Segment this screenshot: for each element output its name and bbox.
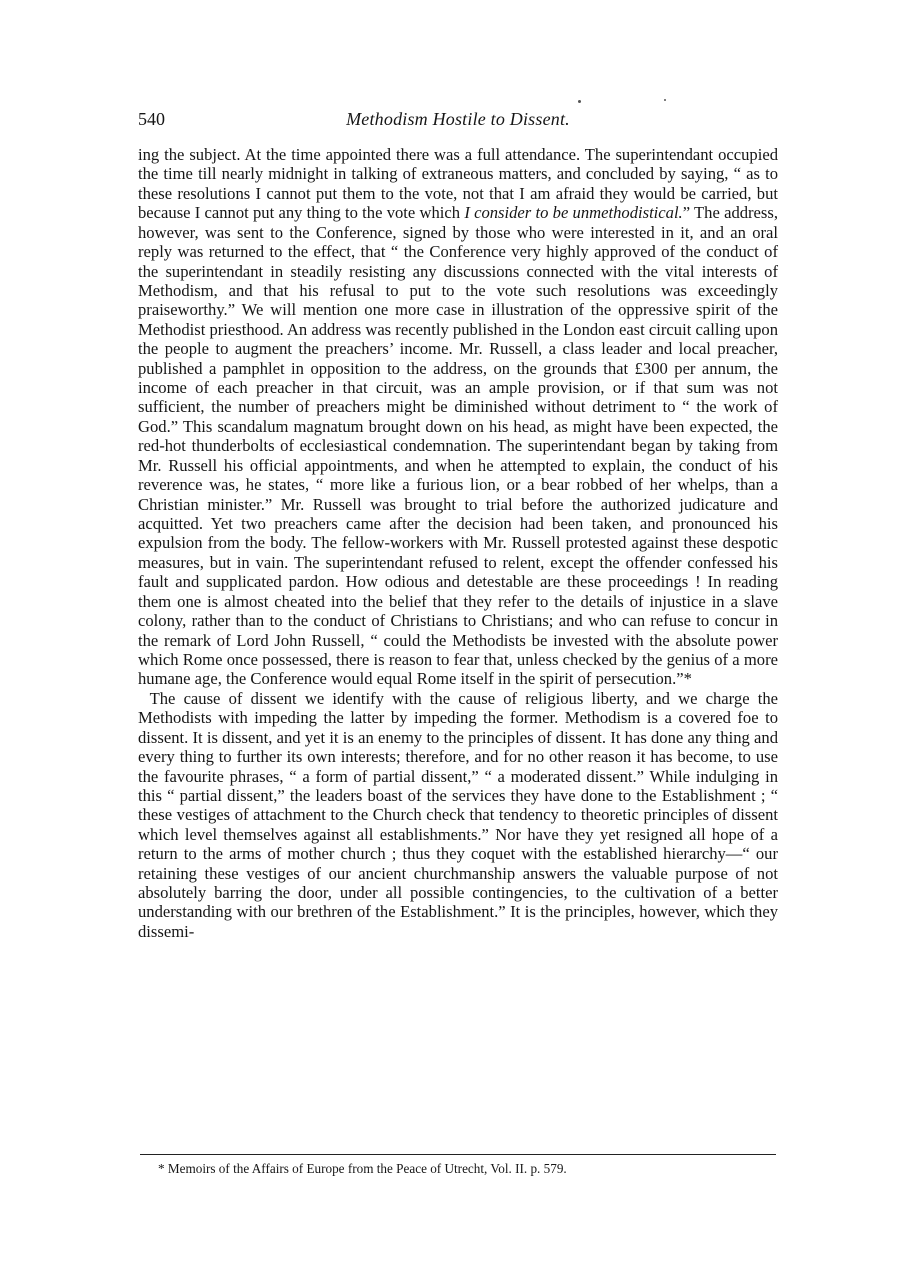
print-speck bbox=[664, 99, 666, 101]
body-text bbox=[138, 145, 778, 941]
footnote: * Memoirs of the Affairs of Europe from the Peace of Utrecht, Vol. II. p. 579. bbox=[158, 1161, 567, 1176]
paragraph: The cause of dissent we identify with the cause of religious liberty, and we charge the Methodists with impeding the latter by impeding the former. Methodism is a covered foe to dissent. It is dissent, and yet it is an enemy to the principles of dissent. It has done any thing and every thing to further its own interests; therefore, and for no other reason it has become, to use the favourite phrases, “ a form of partial dissent,” “ a moderated dissent.” While indulging in this “ partial dissent,” the leaders boast of the services they have done to the Establishment ; “ these vestiges of attachment to the Church check that tendency to theoretic principles of dissent which level themselves against all establishments.” Nor have they yet resigned all hope of a return to the arms of mother church ; thus they coquet with the established hierarchy—“ our retaining these vestiges of our ancient churchmanship answers the valuable purpose of not absolutely barring the door, under all possible contingencies, to the cultivation of a better understanding with our brethren of the Establishment.” It is the principles, however, which they dissemi- bbox=[138, 688, 778, 941]
footnote-rule bbox=[140, 1154, 776, 1155]
paragraph-text: ” The address, however, was sent to the Conference, signed by those who were interested in it, and an oral reply was returned to the effect, that “ the Conference very highly approved of the conduct of the superintendant in steadily resisting any discussions connected with the vital interests of Methodism, and that his refusal to put to the vote such resolutions was exceedingly praiseworthy.” We will mention one more case in illustration of the oppressive spirit of the Methodist priesthood. An address was recently published in the London east circuit calling upon the people to augment the preachers’ income. Mr. Russell, a class leader and local preacher, published a pamphlet in opposition to the address, on the grounds that £300 per annum, the income of each preacher in that circuit, was an ample provision, or if that sum was not sufficient, the number of preachers might be diminished without detriment to “ the work of God.” This scandalum magnatum brought down on his head, as might have been expected, the red-hot thunderbolts of ecclesiastical condemnation. The superintendant began by taking from Mr. Russell his official appointments, and when he attempted to explain, the conduct of his reverence was, he states, “ more like a furious lion, or a bear robbed of her whelps, than a Christian minister.” Mr. Russell was brought to trial before the authorized judicature and acquitted. Yet two preachers came after the decision had been taken, and pronounced his expulsion from the body. The fellow-workers with Mr. Russell protested against these despotic measures, but in vain. The superintendant refused to relent, except the offender confessed his fault and supplicated pardon. How odious and detestable are these proceedings ! In reading them one is almost cheated into the belief that they refer to the details of injustice in a slave colony, rather than to the conduct of Christians to Christians; and who can refuse to concur in the remark of Lord John Russell, “ could the Methodists be invested with the absolute power which Rome once possessed, there is reason to fear that, unless checked by the genius of a more humane age, the Conference would equal Rome itself in the spirit of persecution.”* bbox=[138, 203, 778, 689]
running-title: Methodism Hostile to Dissent. bbox=[346, 109, 570, 129]
paragraph bbox=[138, 145, 778, 689]
page-number: 540 bbox=[138, 109, 165, 129]
emphasis-text: I consider to be unmethodistical. bbox=[464, 203, 683, 223]
paragraph-text: ing the subject. At the time appointed there was a full attendance. The superintendant occupied the time till nearly midnight in talking of extraneous matters, and concluded by saying, “ as to these resolutions I cannot put them to the vote, not that I am afraid they would be carried, but because I cannot put any thing to the vote which bbox=[138, 145, 778, 223]
print-speck bbox=[578, 100, 581, 103]
page-header bbox=[138, 106, 778, 132]
